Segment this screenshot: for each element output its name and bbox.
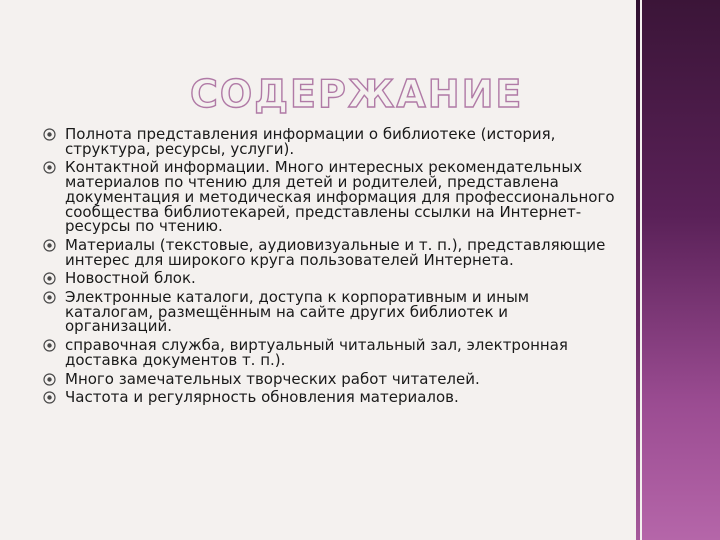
decorative-side-band	[642, 0, 720, 540]
list-item	[43, 390, 618, 405]
circled-dot-icon	[43, 339, 56, 352]
list-item-text: Контактной информации. Много интересных рекомендательных материалов по чтению для детей и родителей, представлена документация и методическая информация для профессионального сообщества библиотекарей, представлены ссылки на Интернет-ресурсы по чтению.	[65, 158, 615, 236]
list-item	[43, 338, 618, 367]
list-item-text: Новостной блок.	[65, 269, 196, 288]
circled-dot-icon	[43, 272, 56, 285]
list-item	[43, 271, 618, 286]
list-item-text: Полнота представления информации о библиотеке (история, структура, ресурсы, услуги).	[65, 125, 556, 158]
list-item	[43, 369, 618, 388]
list-item-text: справочная служба, виртуальный читальный зал, электронная доставка документов т. п.).	[65, 336, 568, 369]
circled-dot-icon	[43, 239, 56, 252]
circled-dot-icon	[43, 373, 56, 386]
list-item	[43, 127, 618, 156]
circled-dot-icon	[43, 161, 56, 174]
list-item-text: Электронные каталоги, доступа к корпоративным и иным каталогам, размещённым на сайте других библиотек и организаций.	[65, 288, 530, 336]
list-item	[43, 160, 618, 234]
circled-dot-icon	[43, 391, 56, 404]
list-item	[43, 235, 618, 269]
circled-dot-icon	[43, 291, 56, 304]
list-item	[43, 290, 618, 334]
slide-title: СОДЕРЖАНИЕ	[190, 72, 524, 116]
list-item-text: Много замечательных творческих работ читателей.	[65, 369, 480, 388]
circled-dot-icon	[43, 128, 56, 141]
list-item-text: Частота и регулярность обновления материалов.	[65, 388, 459, 407]
content-list	[43, 127, 618, 409]
list-item-text: Материалы (текстовые, аудиовизуальные и т. п.), представляющие интерес для широкого круга пользователей Интернета.	[65, 235, 606, 269]
